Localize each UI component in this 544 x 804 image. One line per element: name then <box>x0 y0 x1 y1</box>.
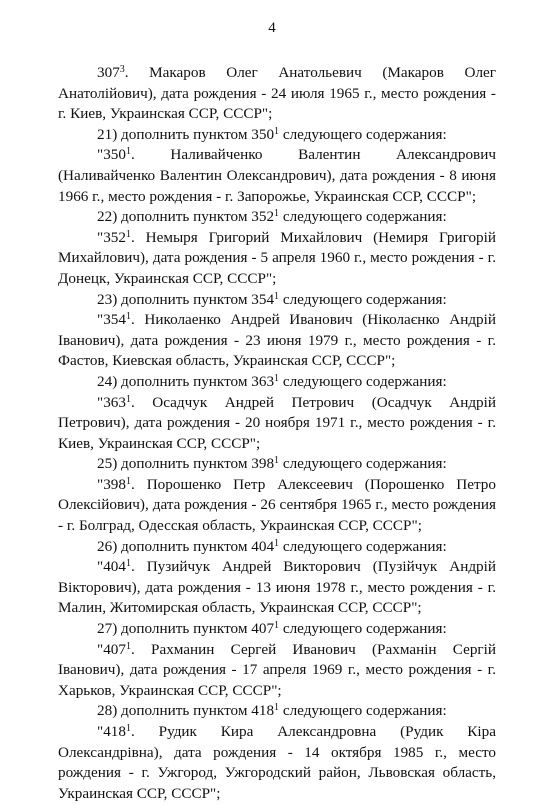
paragraph: 28) дополнить пунктом $418^1$ следующего содержания: <box>97 702 447 720</box>
page-number: 4 <box>268 20 276 36</box>
paragraph: "$418^1$. Рудик Кира Александровна (Рудик Кіра Олександрівна), дата рождения - 14 октября 1985 г., место рождения - г. Ужгород, Ужгородский район, Львовская область, Украинская ССР, СССР"; <box>58 723 496 802</box>
paragraph: 23) дополнить пунктом $354^1$ следующего содержания: <box>97 290 447 308</box>
paragraph: 21) дополнить пунктом $350^1$ следующего содержания: <box>97 125 447 143</box>
paragraph: "$363^1$. Осадчук Андрей Петрович (Осадчук Андрій Петрович), дата рождения - 20 ноября 1971 г., место рождения - г. Киев, Украинская ССР, СССР"; <box>58 393 496 452</box>
paragraph: 27) дополнить пунктом $407^1$ следующего содержания: <box>97 620 447 638</box>
paragraph: "$354^1$. Николаенко Андрей Иванович (Ніколаєнко Андрій Іванович), дата рождения - 23 июня 1979 г., место рождения - г. Фастов, Киевская область, Украинская ССР, СССР"; <box>58 311 496 370</box>
paragraph: "$404^1$. Пузийчук Андрей Викторович (Пузійчук Андрій Вікторович), дата рождения - 13 июня 1978 г., место рождения - г. Малин, Житомирская область, Украинская ССР, СССР"; <box>58 558 496 617</box>
paragraph: "$407^1$. Рахманин Сергей Иванович (Рахманін Сергій Іванович), дата рождения - 17 апреля 1969 г., место рождения - г. Харьков, Украинская ССР, СССР"; <box>58 640 496 699</box>
paragraph: 24) дополнить пунктом $363^1$ следующего содержания: <box>97 372 447 390</box>
document-body <box>58 63 496 804</box>
paragraph: "$350^1$. Наливайченко Валентин Александрович (Наливайченко Валентин Олександрович), дата рождения - 8 июня 1966 г., место рождения - г. Запорожье, Украинская ССР, СССР"; <box>58 146 496 205</box>
paragraph: "$352^1$. Немыря Григорий Михайлович (Немиря Григорій Михайлович), дата рождения - 5 апреля 1960 г., место рождения - г. Донецк, Украинская ССР, СССР"; <box>58 228 496 287</box>
paragraph: 26) дополнить пунктом $404^1$ следующего содержания: <box>97 537 447 555</box>
paragraph: 22) дополнить пунктом $352^1$ следующего содержания: <box>97 208 447 226</box>
paragraph: 25) дополнить пунктом $398^1$ следующего содержания: <box>97 455 447 473</box>
paragraph: $307^3$. Макаров Олег Анатольевич (Макаров Олег Анатолійович), дата рождения - 24 июля 1965 г., место рождения - г. Киев, Украинская ССР, СССР"; <box>58 64 496 123</box>
paragraph: "$398^1$. Порошенко Петр Алексеевич (Порошенко Петро Олексійович), дата рождения - 26 сентября 1965 г., место рождения - г. Болград, Одесская область, Украинская ССР, СССР"; <box>58 475 496 535</box>
